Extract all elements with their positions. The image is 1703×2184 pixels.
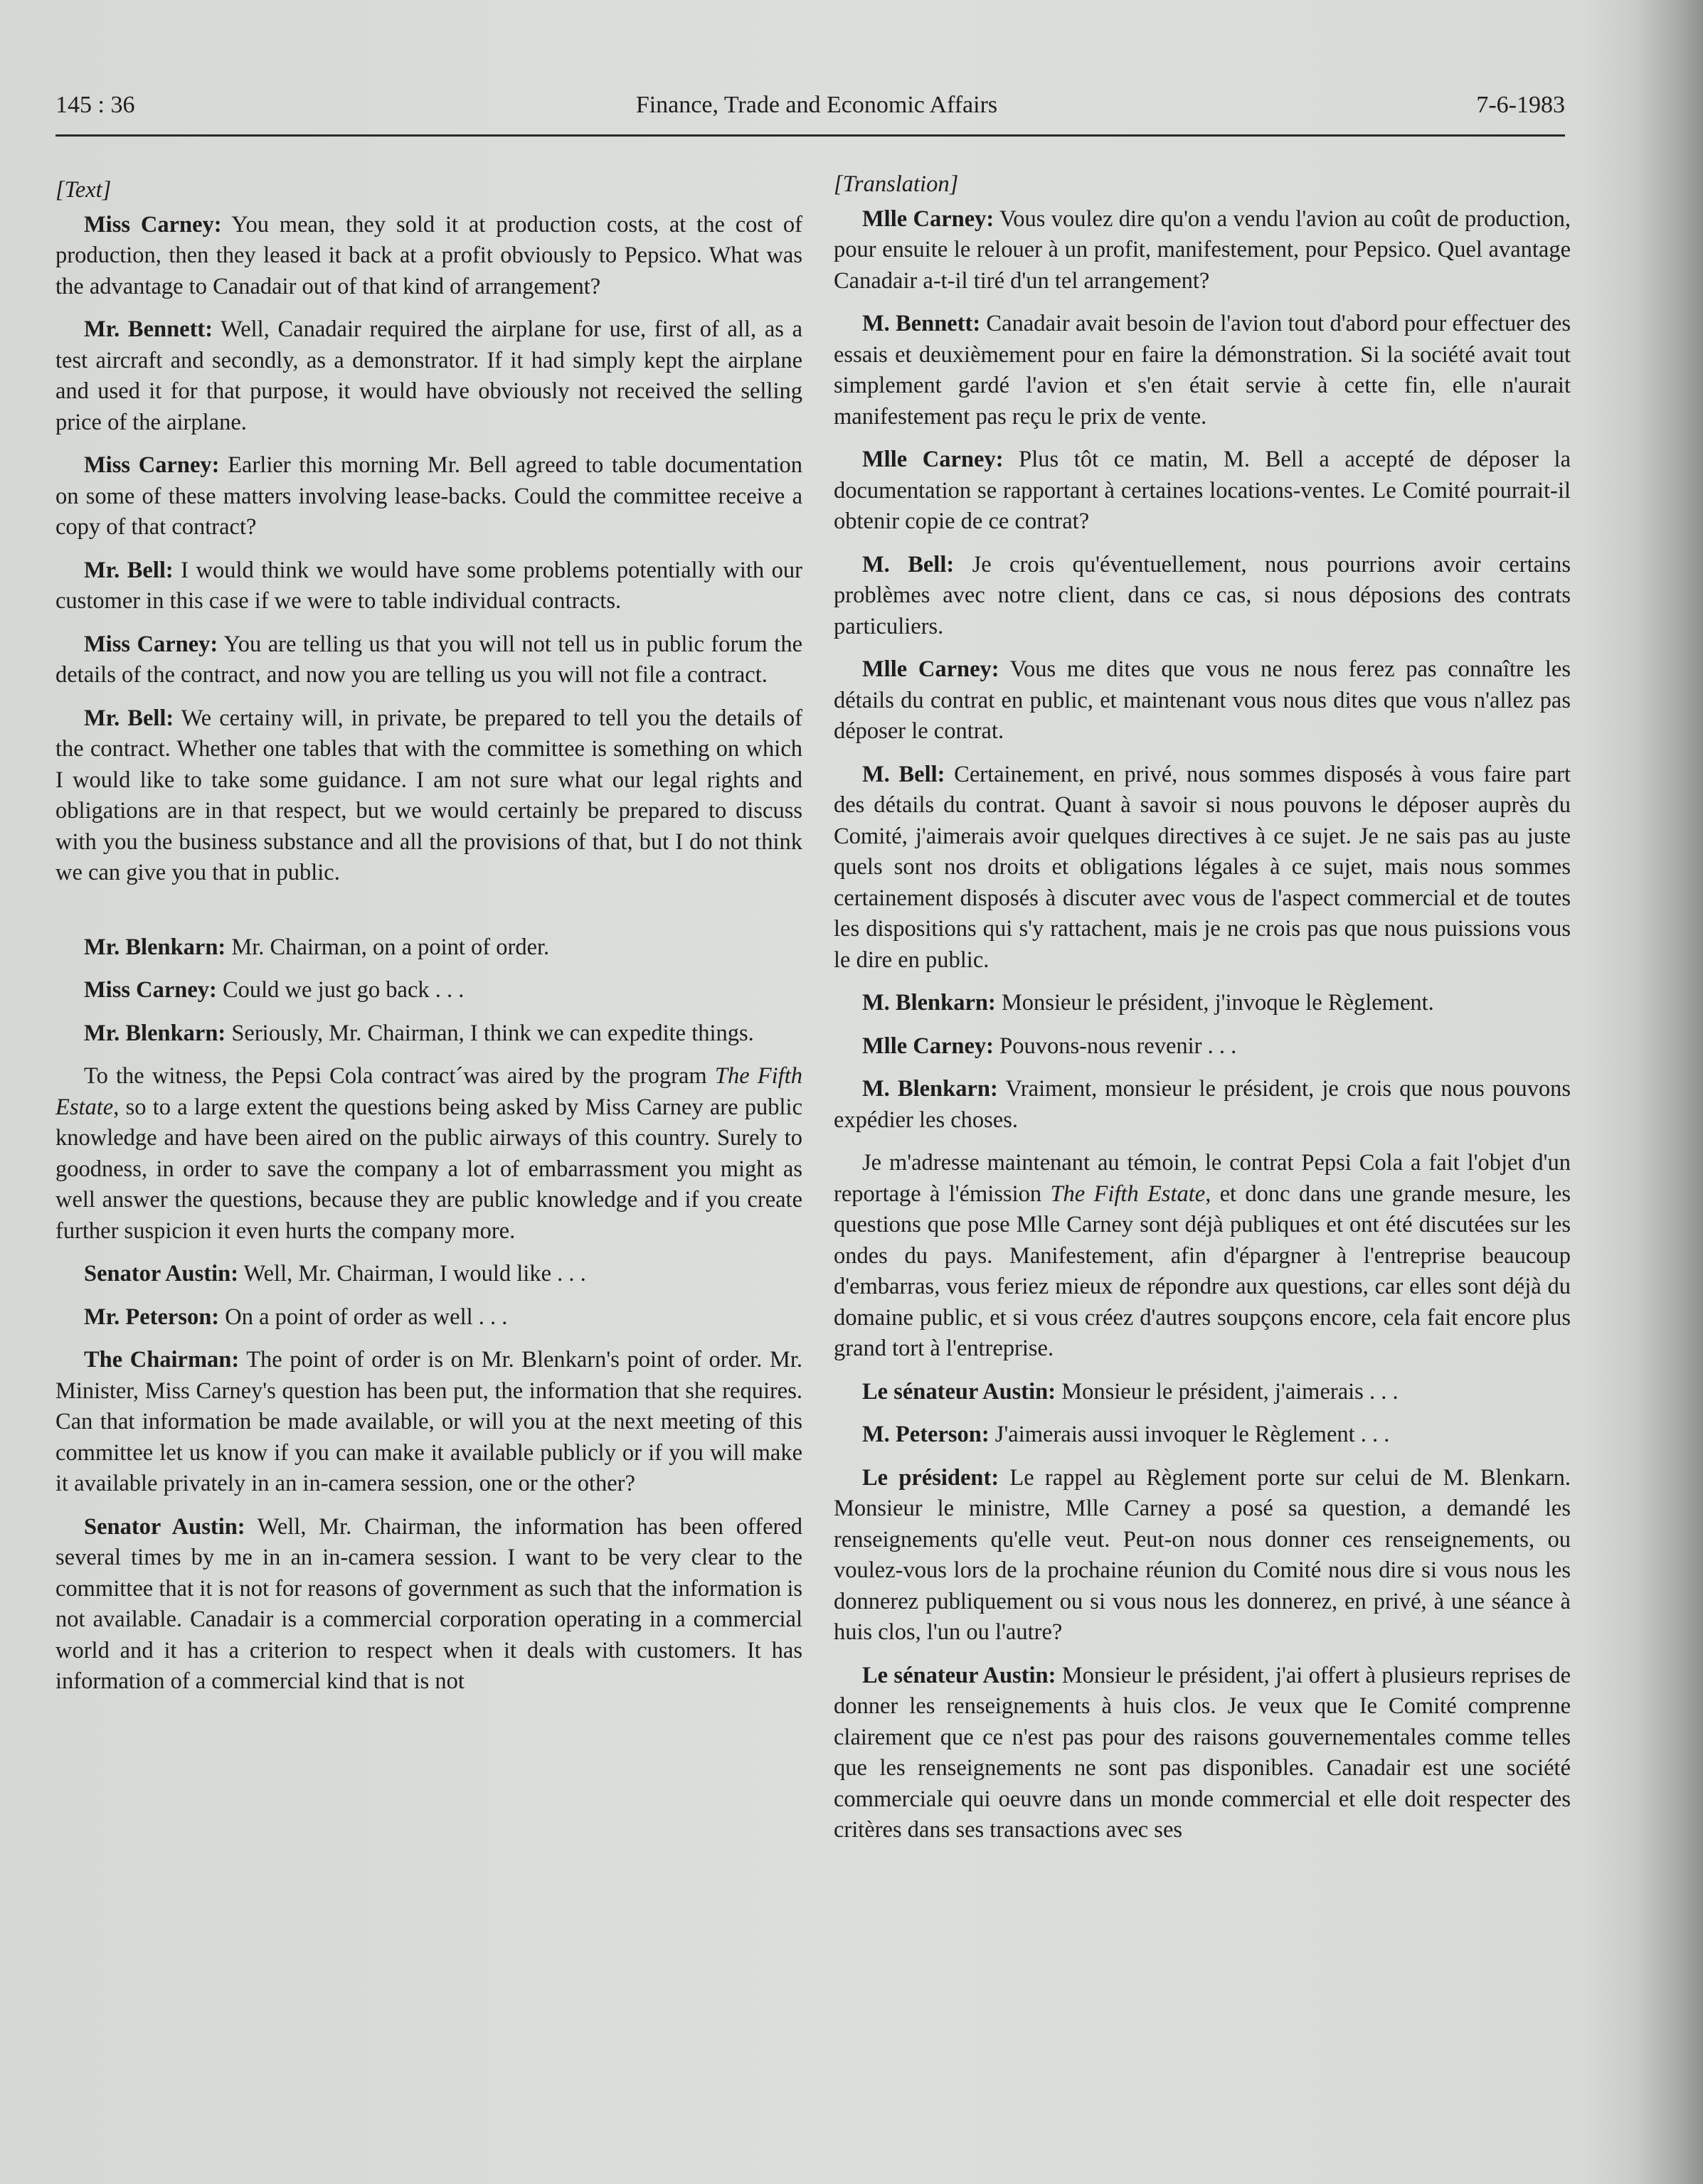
speaker: Mr. Bennett: <box>84 316 213 342</box>
speech: Certainement, en privé, nous sommes disposés à vous faire part des détails du contrat. Quant à savoir si nous pouvons le déposer auprès du Comité, j'aimerais avoir quelques directives à ce sujet. Je ne sais pas au juste quels sont nos droits et obligations légales à ce sujet, mais nous sommes certainement disposés à discuter avec vous de l'aspect commercial et de toutes les dispositions qui s'y rattachent, mais je ne crois pas que nous puissions vous le dire en public. <box>834 761 1571 973</box>
speaker: Miss Carney: <box>84 977 217 1003</box>
speaker: M. Bennett: <box>862 311 981 336</box>
speech: We certainy will, in private, be prepared to tell you the details of the contract. Whether one tables that with the committee is something on which I would like to take some guidance. I am not sure what our legal rights and obligations are in that respect, but we would certainly be prepared to discuss with you the business substance and all the provisions of that, but I do not think we can give you that in public. <box>55 705 803 885</box>
paragraph <box>55 210 802 303</box>
speaker: M. Blenkarn: <box>862 990 996 1016</box>
speech: I would think we would have some problems potentially with our customer in this case if we were to table individual contracts. <box>55 557 802 614</box>
speaker: M. Bell: <box>862 551 955 577</box>
paragraph <box>834 988 1571 1019</box>
paragraph <box>834 204 1571 297</box>
speaker: Mr. Bell: <box>84 557 174 583</box>
paragraph <box>834 654 1571 747</box>
speaker: Mr. Bell: <box>84 705 174 731</box>
speech: , so to a large extent the questions being asked by Miss Carney are public knowledge and have been aired on the public airways of this country. Surely to goodness, in order to save the company a lot of embarrassment you might as well answer the questions, because they are public knowledge and if you create further suspicion it even hurts the company more. <box>55 1094 802 1244</box>
speaker: M. Blenkarn: <box>862 1076 998 1102</box>
paragraph <box>834 1074 1571 1136</box>
speaker: Le sénateur Austin: <box>862 1378 1056 1405</box>
speech: Canadair avait besoin de l'avion tout d'abord pour effectuer des essais et deuxièmement pour en faire la démonstration. Si la société avait tout simplement gardé l'avion et s'en était servie à cette fin, elle n'aurait manifestement pas reçu le prix de vente. <box>834 311 1571 430</box>
paragraph <box>55 1512 802 1698</box>
paragraph <box>55 629 802 691</box>
paragraph <box>55 1259 802 1290</box>
paragraph <box>55 450 802 543</box>
speaker: Le président: <box>862 1464 999 1491</box>
speaker: M. Peterson: <box>862 1422 990 1447</box>
paragraph <box>55 555 802 617</box>
paragraph <box>834 760 1571 976</box>
paragraph <box>55 314 802 438</box>
speech: Could we just go back . . . <box>216 977 465 1003</box>
paragraph <box>834 550 1571 643</box>
speech: Vous voulez dire qu'on a vendu l'avion au coût de production, pour ensuite le relouer à un profit, manifestement, pour Pepsico. Quel avantage Canadair a-t-il tiré d'un tel arrangement? <box>834 206 1571 294</box>
page-number: 145 : 36 <box>55 92 135 118</box>
paragraph <box>834 309 1571 432</box>
speech: Plus tôt ce matin, M. Bell a accepté de déposer la documentation se rapportant à certaines locations-ventes. Le Comité pourrait-il obtenir copie de ce contrat? <box>834 447 1571 534</box>
speech: Vraiment, monsieur le président, je crois que nous pouvons expédier les choses. <box>834 1076 1571 1133</box>
speech: Well, Mr. Chairman, the information has been offered several times by me in an in-camera session. I want to be very clear to the committee that it is not for reasons of government as such that the information is not available. Canadair is a commercial corporation operating in a commercial world and it has a criterion to respect when it deals with customers. It has information of a commercial kind that is not <box>55 1513 802 1694</box>
speaker: Miss Carney: <box>84 452 220 478</box>
paragraph <box>834 1377 1571 1408</box>
speech: Pouvons-nous revenir . . . <box>994 1033 1237 1059</box>
speech: You are telling us that you will not tell us in public forum the details of the contract, and now you are telling us you will not file a contract. <box>55 631 803 688</box>
speech: Well, Mr. Chairman, I would like . . . <box>238 1261 586 1287</box>
english-column <box>55 175 802 1710</box>
speaker: Mlle Carney: <box>862 206 994 232</box>
paragraph <box>834 1463 1571 1648</box>
speaker: Mr. Blenkarn: <box>84 1020 226 1046</box>
speaker: Senator Austin: <box>84 1513 245 1540</box>
speech: On a point of order as well . . . <box>219 1304 508 1330</box>
speaker: Senator Austin: <box>84 1261 239 1287</box>
spacer <box>55 901 802 932</box>
program-title: The Fifth Estate <box>1050 1181 1206 1207</box>
speech: Vous me dites que vous ne nous ferez pas connaître les détails du contrat en public, et maintenant vous nous dites que vous n'allez pas déposer le contrat. <box>834 656 1571 744</box>
header-rule <box>55 134 1565 137</box>
paragraph <box>834 1419 1571 1451</box>
speech: To the witness, the Pepsi Cola contract´was aired by the program <box>84 1063 715 1089</box>
paragraph <box>55 1345 802 1500</box>
speaker: Mr. Blenkarn: <box>84 934 226 960</box>
paragraph <box>55 1018 802 1050</box>
speech: Monsieur le président, j'aimerais . . . <box>1056 1378 1399 1405</box>
speech: Je crois qu'éventuellement, nous pourrions avoir certains problèmes avec notre client, dans ce cas, si nous déposions des contrats particuliers. <box>834 551 1571 639</box>
speaker: Miss Carney: <box>84 211 222 238</box>
program-title: The Fifth Estate <box>55 1063 802 1120</box>
speaker: Miss Carney: <box>84 631 218 657</box>
page-date: 7-6-1983 <box>1476 92 1565 118</box>
speech: Je m'adresse maintenant au témoin, le contrat Pepsi Cola a fait l'objet d'un reportage à l'émission <box>834 1150 1571 1207</box>
speaker: The Chairman: <box>84 1347 240 1373</box>
paragraph <box>55 1302 802 1333</box>
french-column <box>834 169 1571 1858</box>
speaker: Mlle Carney: <box>862 1033 994 1059</box>
paragraph <box>55 1061 802 1247</box>
paragraph <box>834 1661 1571 1846</box>
paragraph <box>55 975 802 1006</box>
speaker: Mr. Peterson: <box>84 1304 220 1330</box>
speech: You mean, they sold it at production costs, at the cost of production, then they leased it back at a profit obviously to Pepsico. What was the advantage to Canadair out of that kind of arrangement? <box>55 211 802 299</box>
speech: Le rappel au Règlement porte sur celui de M. Blenkarn. Monsieur le ministre, Mlle Carney a posé sa question, a demandé les renseignements qu'elle veut. Peut-on nous donner ces renseignements, ou voulez-vous lors de la prochaine réunion du Comité nous dire si vous nous les donnerez publiquement ou si vous nous les donnerez, en privé, à une séance à huis clos, l'un ou l'autre? <box>834 1464 1571 1645</box>
speech: Seriously, Mr. Chairman, I think we can expedite things. <box>226 1020 754 1046</box>
page-title: Finance, Trade and Economic Affairs <box>635 92 998 118</box>
speech: Well, Canadair required the airplane for use, first of all, as a test aircraft and secondly, as a demonstrator. If it had simply kept the airplane and used it for that purpose, it would have obviously not received the selling price of the airplane. <box>55 316 802 435</box>
speech: , et donc dans une grande mesure, les questions que pose Mlle Carney sont déjà publiques et ont été discutées sur les ondes du pays. Manifestement, afin d'épargner à l'entreprise beaucoup d'embarras, vous feriez mieux de répondre aux questions, car elles sont déjà du domaine public, et si vous créez d'autres soupçons encore, cela fait encore plus grand tort à l'entreprise. <box>834 1181 1571 1361</box>
speech: J'aimerais aussi invoquer le Règlement . . . <box>989 1422 1390 1447</box>
speech: Earlier this morning Mr. Bell agreed to table documentation on some of these matters involving lease-backs. Could the committee receive a copy of that contract? <box>55 452 803 540</box>
speech: Monsieur le président, j'invoque le Règlement. <box>995 990 1434 1016</box>
paragraph <box>834 1031 1571 1062</box>
speech: Mr. Chairman, on a point of order. <box>226 934 550 960</box>
speaker: Mlle Carney: <box>862 656 999 682</box>
paragraph <box>834 1148 1571 1365</box>
paragraph <box>55 703 802 889</box>
speaker: Le sénateur Austin: <box>862 1662 1056 1688</box>
speaker: M. Bell: <box>862 761 945 787</box>
speech: The point of order is on Mr. Blenkarn's point of order. Mr. Minister, Miss Carney's question has been put, the information that she requires. Can that information be made available, or will you at the next meeting of this committee let us know if you can make it available publicly or if you will make it available privately in an in-camera session, one or the other? <box>55 1347 803 1496</box>
speaker: Mlle Carney: <box>862 447 1004 472</box>
paragraph <box>55 932 802 964</box>
paragraph <box>834 444 1571 538</box>
text-label: [Text] <box>55 177 112 203</box>
translation-label: [Translation] <box>834 171 959 197</box>
speech: Monsieur le président, j'ai offert à plusieurs reprises de donner les renseignements à huis clos. Je veux que Ie Comité comprenne clairement que ce n'est pas pour des raisons gouvernementales comme telles que les renseignements ne sont pas disponibles. Canadair est une société commerciale qui oeuvre dans un monde commercial et elle doit respecter des critères dans ses transactions avec ses <box>834 1662 1571 1843</box>
